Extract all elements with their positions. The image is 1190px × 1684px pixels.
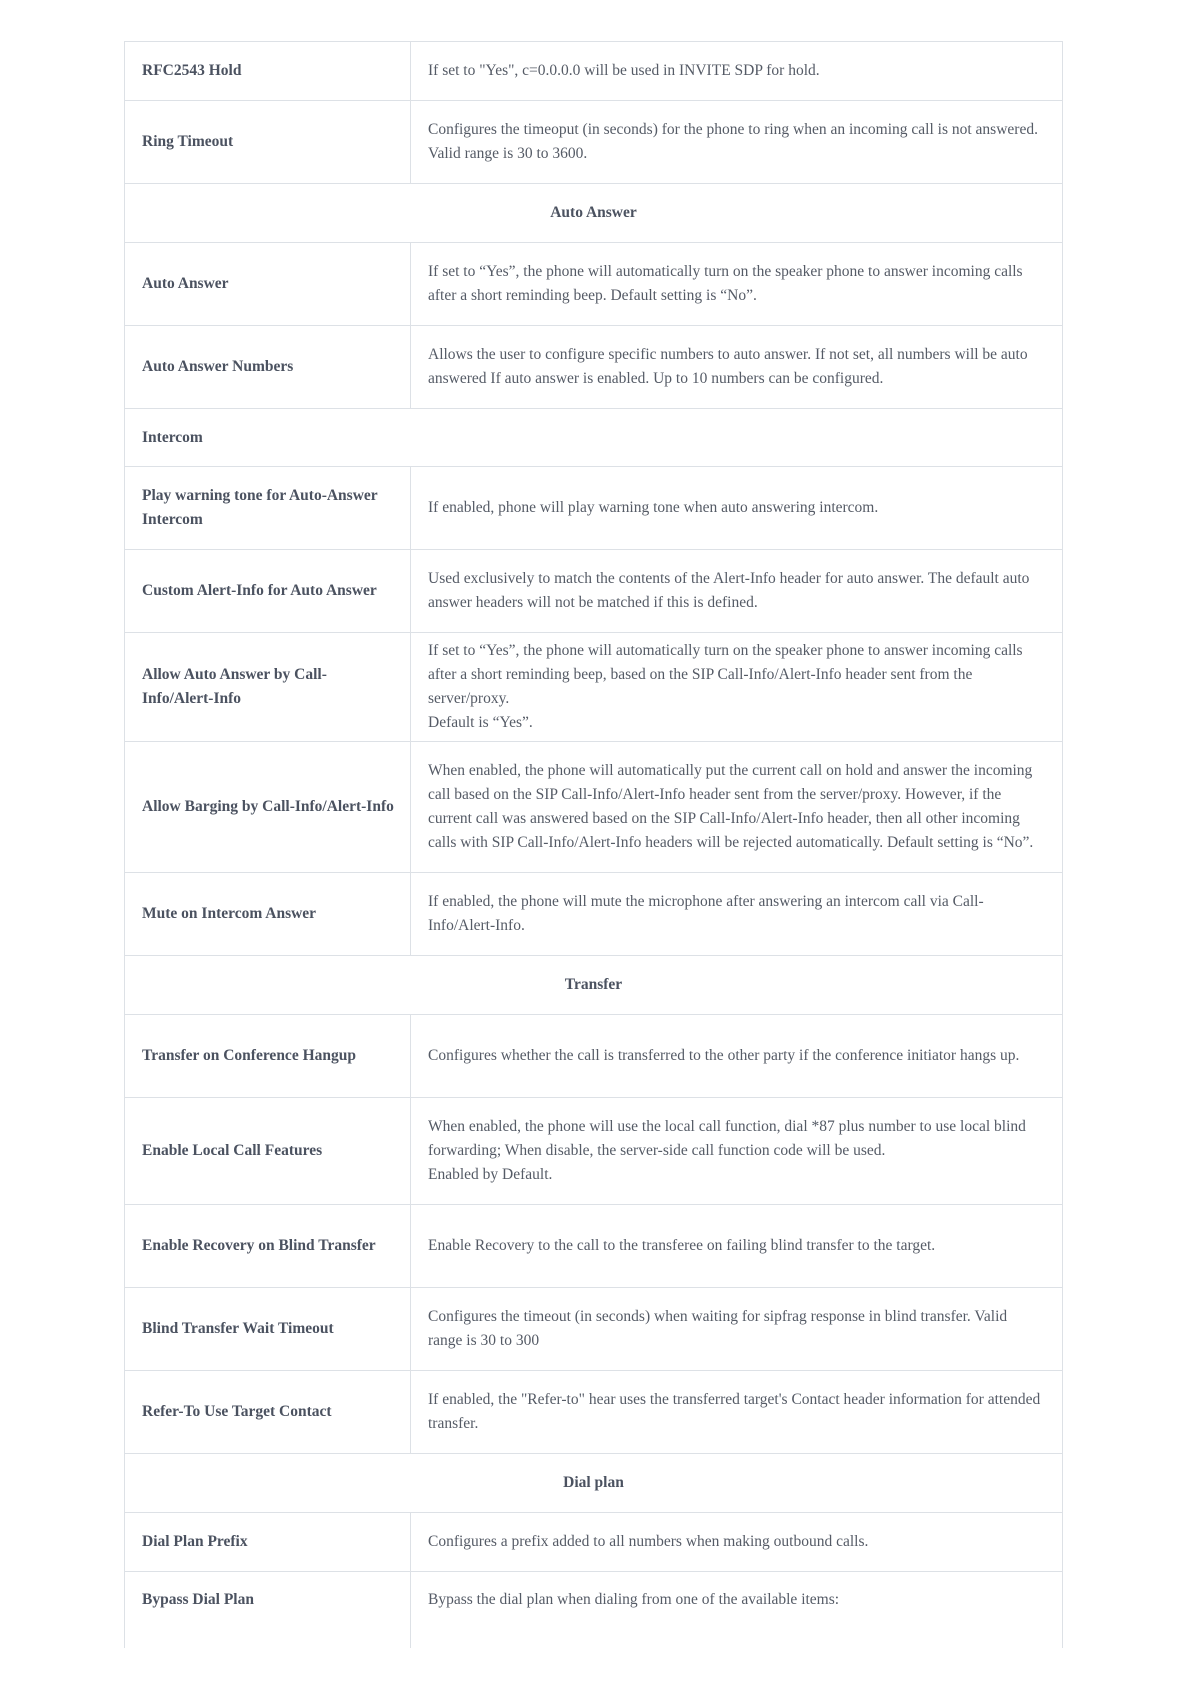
description-line: If enabled, the phone will mute the microphone after answering an intercom call via Call-Info/Alert-Info. [428,893,984,934]
description-line: When enabled, the phone will use the local call function, dial *87 plus number to use local blind forwarding; When disable, the server-side call function code will be used. [428,1118,1026,1159]
section-header-row [125,184,1063,243]
subsection-header-row [125,409,1063,467]
param-name: Custom Alert-Info for Auto Answer [125,550,411,633]
param-name: Refer-To Use Target Contact [125,1371,411,1454]
param-name: Blind Transfer Wait Timeout [125,1288,411,1371]
param-name: Auto Answer [125,243,411,326]
param-description [411,101,1063,184]
table-row [125,1513,1063,1572]
param-name: Ring Timeout [125,101,411,184]
description-line: When enabled, the phone will automatically put the current call on hold and answer the incoming call based on the SIP Call-Info/Alert-Info header sent from the server/proxy. However, if the current call was answered based on the SIP Call-Info/Alert-Info header, then all other incoming calls with SIP Call-Info/Alert-Info headers will be rejected automatically. Default setting is “No”. [428,762,1034,851]
table-row [125,873,1063,956]
param-description [411,1572,1063,1648]
description-line: Configures a prefix added to all numbers when making outbound calls. [428,1533,869,1550]
table-row [125,101,1063,184]
description-line: If set to “Yes”, the phone will automatically turn on the speaker phone to answer incoming calls after a short reminding beep. Default setting is “No”. [428,263,1023,304]
param-name: Allow Barging by Call-Info/Alert-Info [125,742,411,873]
param-description [411,1288,1063,1371]
table-row [125,550,1063,633]
table-row [125,1098,1063,1205]
description-line: Valid range is 30 to 3600. [428,145,588,162]
description-line: If set to “Yes”, the phone will automatically turn on the speaker phone to answer incoming calls after a short reminding beep, based on the SIP Call-Info/Alert-Info header sent from the server/proxy. [428,642,1023,707]
description-line: Used exclusively to match the contents of the Alert-Info header for auto answer. The default auto answer headers will not be matched if this is defined. [428,570,1030,611]
param-description [411,467,1063,550]
description-line: Allows the user to configure specific numbers to auto answer. If not set, all numbers will be auto answered If auto answer is enabled. Up to 10 numbers can be configured. [428,346,1028,387]
table-row [125,1371,1063,1454]
param-name: Enable Local Call Features [125,1098,411,1205]
param-description [411,326,1063,409]
section-title: Transfer [125,956,1063,1015]
description-line: Configures the timeout (in seconds) when waiting for sipfrag response in blind transfer. Valid range is 30 to 300 [428,1308,1008,1349]
param-description [411,873,1063,956]
description-line: If enabled, the "Refer-to" hear uses the transferred target's Contact header information for attended transfer. [428,1391,1041,1432]
table-row [125,633,1063,742]
param-name: Allow Auto Answer by Call-Info/Alert-Info [125,633,411,742]
param-description [411,1098,1063,1205]
description-line: Default is “Yes”. [428,714,533,731]
param-description [411,550,1063,633]
param-name: Auto Answer Numbers [125,326,411,409]
subsection-title: Intercom [125,409,1063,467]
param-name: Dial Plan Prefix [125,1513,411,1572]
description-line: Enabled by Default. [428,1166,553,1183]
param-description [411,742,1063,873]
description-line: Configures the timeoput (in seconds) for the phone to ring when an incoming call is not answered. [428,121,1038,138]
table-row [125,1015,1063,1098]
description-line: If enabled, phone will play warning tone when auto answering intercom. [428,499,879,516]
param-description [411,1371,1063,1454]
settings-table-body [125,42,1063,1648]
description-line: If set to "Yes", c=0.0.0.0 will be used in INVITE SDP for hold. [428,62,820,79]
param-name: RFC2543 Hold [125,42,411,101]
table-row [125,243,1063,326]
table-row [125,1572,1063,1648]
section-header-row [125,956,1063,1015]
param-description [411,1513,1063,1572]
param-description [411,42,1063,101]
table-row [125,1205,1063,1288]
settings-table [124,41,1063,1648]
param-name: Play warning tone for Auto-Answer Intercom [125,467,411,550]
param-description [411,1015,1063,1098]
section-title: Auto Answer [125,184,1063,243]
description-line: Enable Recovery to the call to the transferee on failing blind transfer to the target. [428,1237,936,1254]
table-row [125,42,1063,101]
param-description [411,633,1063,742]
param-name: Bypass Dial Plan [125,1572,411,1648]
table-row [125,1288,1063,1371]
description-line: Configures whether the call is transferred to the other party if the conference initiator hangs up. [428,1047,1020,1064]
param-description [411,1205,1063,1288]
description-line: Bypass the dial plan when dialing from one of the available items: [428,1591,840,1608]
section-header-row [125,1454,1063,1513]
table-row [125,326,1063,409]
param-description [411,243,1063,326]
table-row [125,742,1063,873]
section-title: Dial plan [125,1454,1063,1513]
table-row [125,467,1063,550]
param-name: Transfer on Conference Hangup [125,1015,411,1098]
param-name: Mute on Intercom Answer [125,873,411,956]
param-name: Enable Recovery on Blind Transfer [125,1205,411,1288]
